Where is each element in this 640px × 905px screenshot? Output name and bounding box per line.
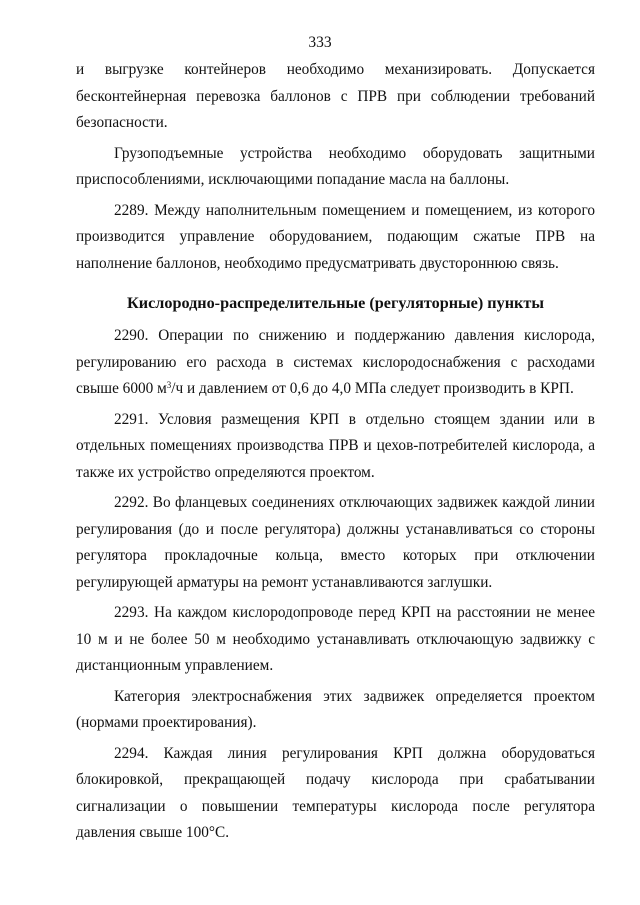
paragraph-2290-part1: 2290. Операции по снижению и поддержанию давления кислорода, регулированию его расхода в системах кислородоснабжения с расходами свыше 6000 м	[76, 327, 595, 397]
paragraph-2289: 2289. Между наполнительным помещением и помещением, из которого производится управление оборудованием, подающим сжатые ПРВ на наполнение баллонов, необходимо предусматривать двустороннюю связь.	[76, 201, 595, 272]
paragraph-power-category: Категория электроснабжения этих задвижек определяется проектом (нормами проектирования).	[76, 687, 595, 731]
paragraph-2293: 2293. На каждом кислородопроводе перед КРП на расстоянии не менее 10 м и не более 50 м необходимо устанавливать отключающую задвижку с дистанционным управлением.	[76, 604, 595, 674]
superscript-cubic: 3	[166, 380, 172, 390]
paragraph-2292: 2292. Во фланцевых соединениях отключающих задвижек каждой линии регулирования (до и после регулятора) должны устанавливаться со стороны регулятора прокладочные кольца, вместо которых при отключении регулирующей арматуры на ремонт устанавливаются заглушки.	[76, 494, 595, 591]
section-heading: Кислородно-распределительные (регуляторные) пункты	[127, 294, 544, 312]
paragraph-lifting-devices: Грузоподъемные устройства необходимо оборудовать защитными приспособлениями, исключающими попадание масла на баллоны.	[76, 144, 595, 188]
paragraph-2290	[76, 323, 595, 403]
paragraph-2291: 2291. Условия размещения КРП в отдельно стоящем здании или в отдельных помещениях производства ПРВ и цехов-потребителей кислорода, а также их устройство определяются проектом.	[76, 410, 595, 481]
document-body	[76, 57, 595, 847]
paragraph-2290-part2: /ч и давлением от 0,6 до 4,0 МПа следует производить в КРП.	[171, 380, 574, 397]
paragraph-2294: 2294. Каждая линия регулирования КРП должна оборудоваться блокировкой, прекращающей подачу кислорода при срабатывании сигнализации о повышении температуры кислорода после регулятора давления свыше 100°С.	[76, 744, 595, 841]
paragraph-continuation: и выгрузке контейнеров необходимо механизировать. Допускается бесконтейнерная перевозка баллонов с ПРВ при соблюдении требований безопасности.	[76, 61, 595, 131]
page-number: 333	[308, 34, 332, 51]
